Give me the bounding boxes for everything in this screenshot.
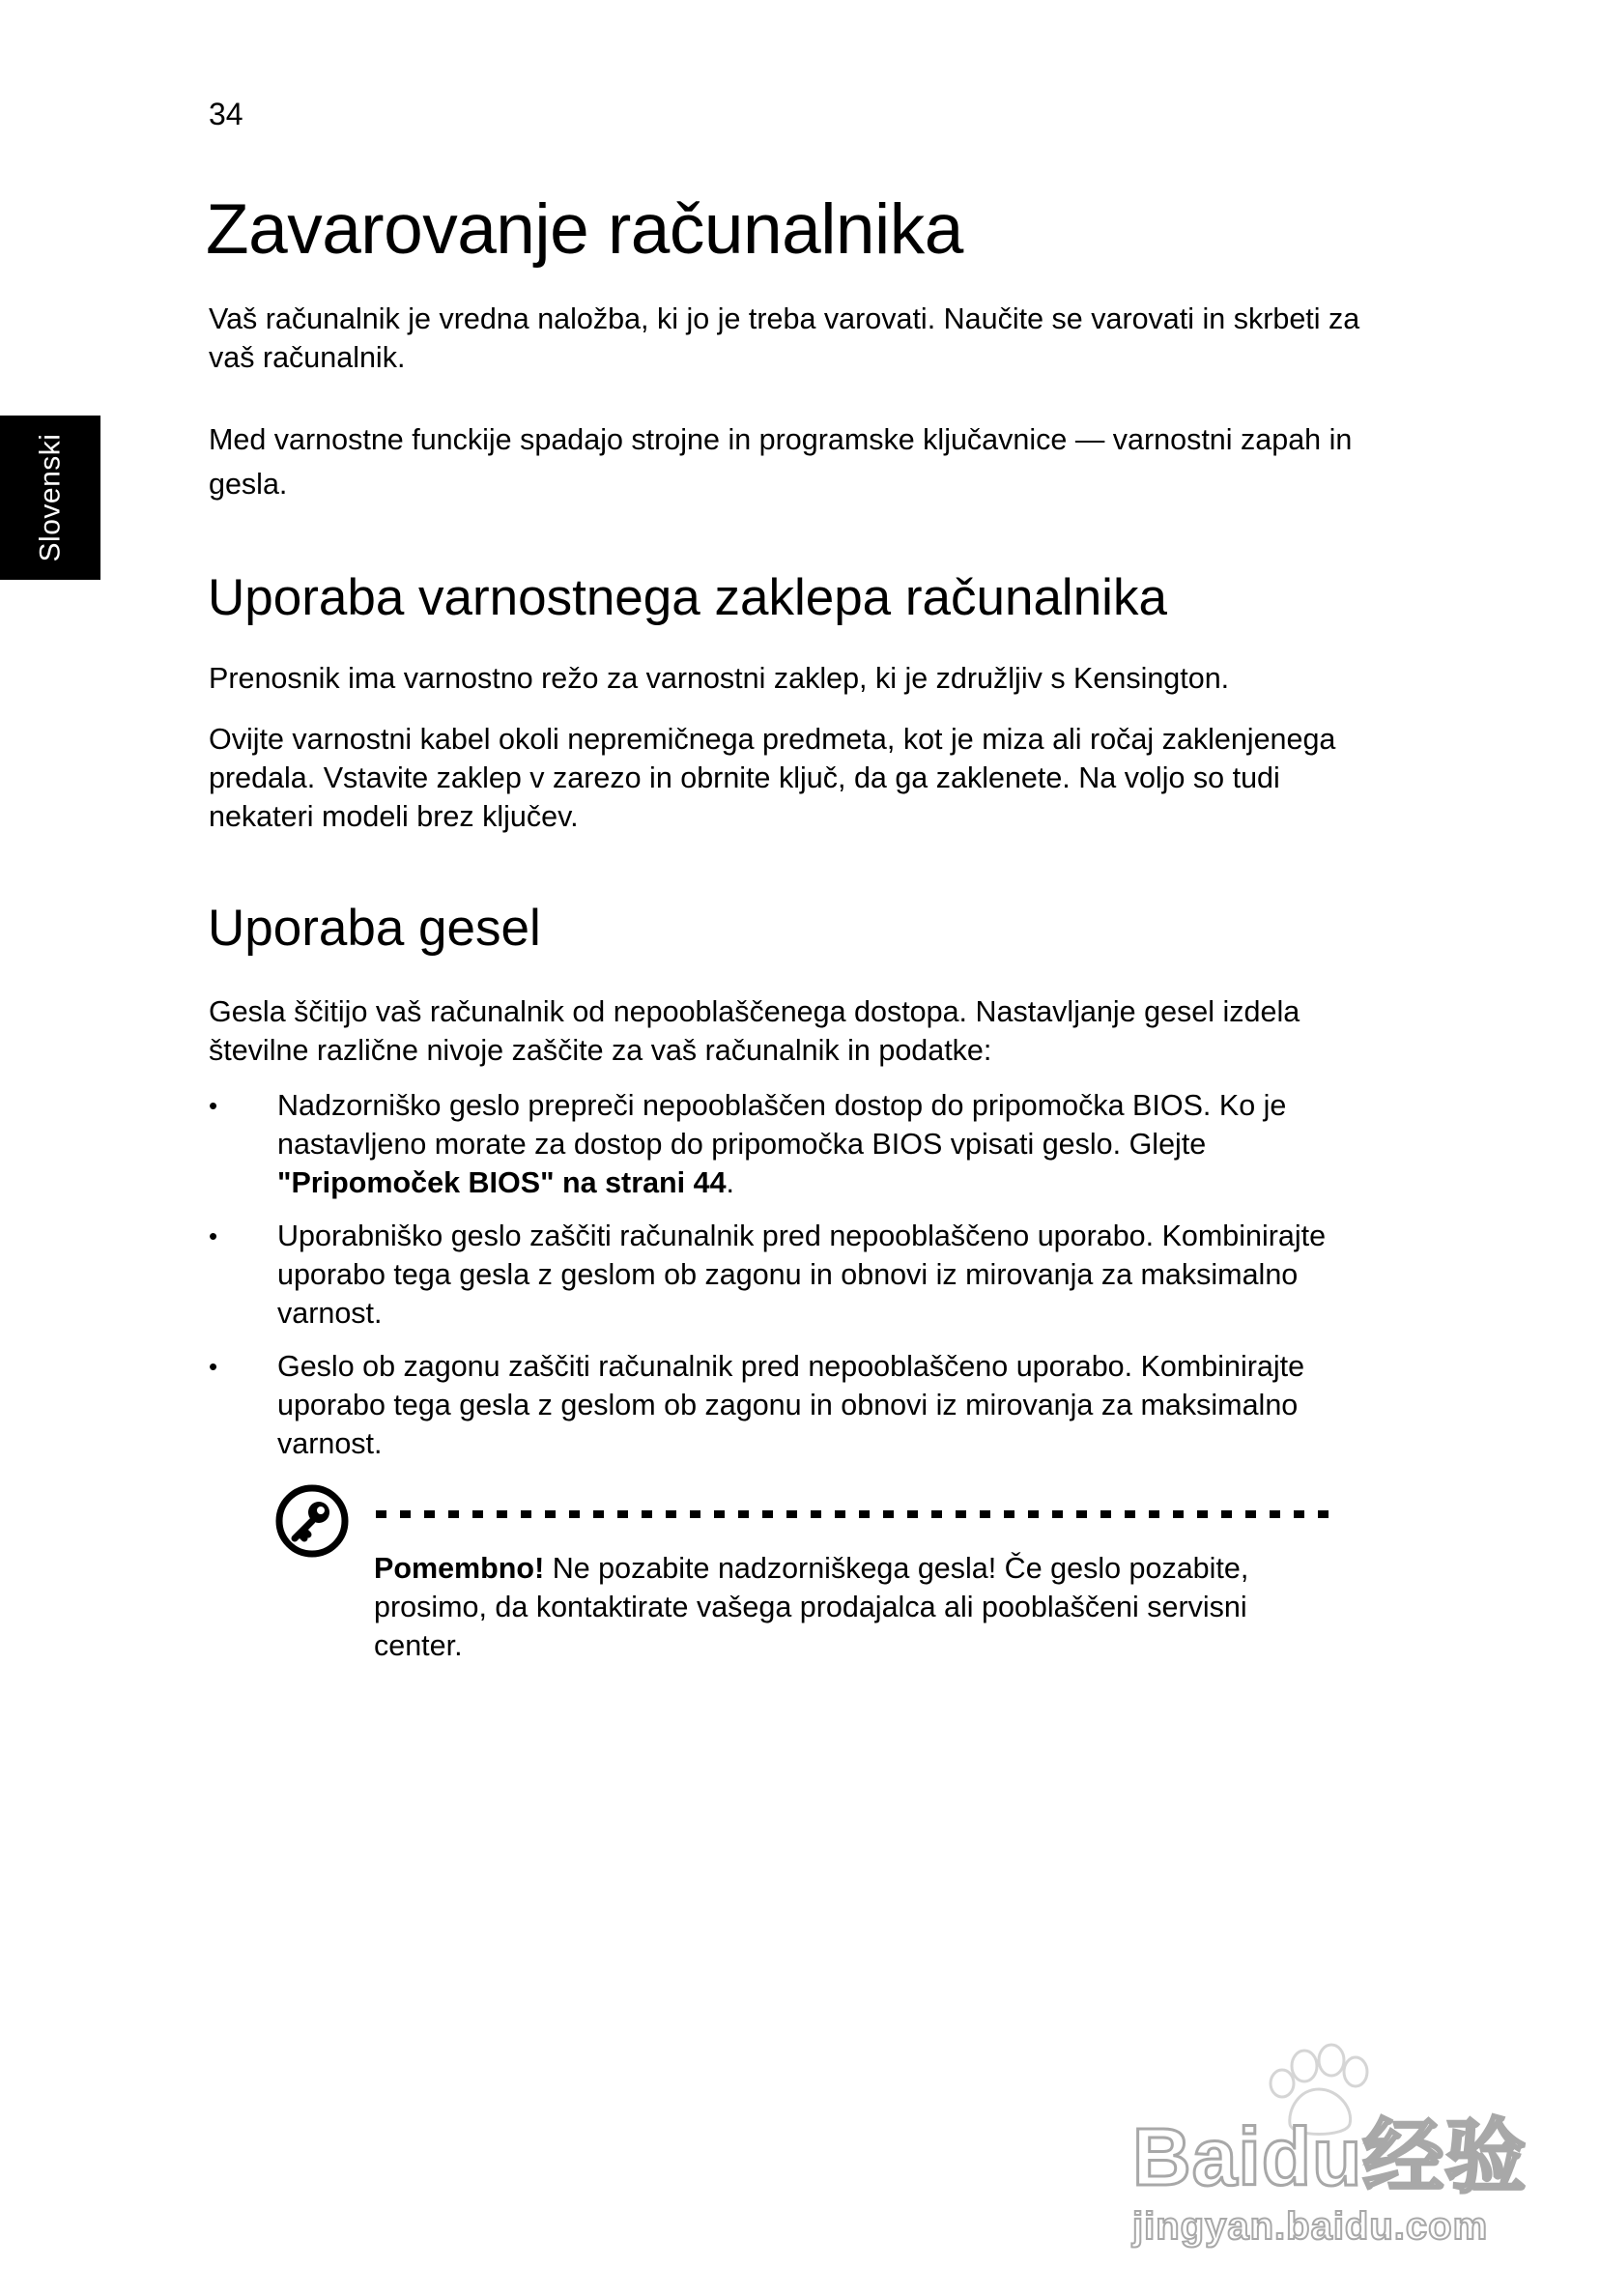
bullet-marker: • — [209, 1091, 218, 1120]
list-item — [209, 1086, 1368, 1202]
watermark-url: jingyan.baidu.com — [1132, 2205, 1489, 2248]
password-types-list — [209, 1086, 1368, 1478]
watermark-brand: Baidu经验 — [1132, 2111, 1528, 2202]
page-number: 34 — [209, 97, 243, 131]
passwords-intro: Gesla ščitijo vaš računalnik od nepooblaščenega dostopa. Nastavljanje gesel izdela številne različne nivoje zaščite za vaš računalnik in podatke: — [209, 995, 1300, 1067]
key-icon — [273, 1482, 351, 1560]
list-item-suffix: . — [726, 1166, 735, 1199]
note-divider — [376, 1510, 1342, 1518]
note-body: Ne pozabite nadzorniškega gesla! Če geslo pozabite, prosimo, da kontaktirate vašega prodajalca ali pooblaščeni servisni center. — [374, 1552, 1249, 1662]
list-item-text: Geslo ob zagonu zaščiti računalnik pred nepooblaščeno uporabo. Kombinirajte uporabo tega gesla z geslom ob zagonu in obnovi iz mirovanja za maksimalno varnost. — [277, 1350, 1305, 1460]
important-note — [374, 1549, 1340, 1665]
list-item — [209, 1347, 1368, 1463]
bullet-marker: • — [209, 1352, 218, 1381]
section-heading-lock: Uporaba varnostnega zaklepa računalnika — [208, 569, 1167, 626]
lock-paragraph-2: Ovijte varnostni kabel okoli nepremičnega predmeta, kot je miza ali ročaj zaklenjenega predala. Vstavite zaklep v zarezo in obrnite ključ, da ga zaklenete. Na voljo so tudi nekateri modeli brez ključev. — [209, 723, 1336, 833]
intro-paragraph-2: Med varnostne funckije spadajo strojne in programske ključavnice — varnostni zapah in gesla. — [209, 423, 1353, 501]
note-label: Pomembno! — [374, 1552, 545, 1585]
intro-paragraph-1: Vaš računalnik je vredna naložba, ki jo je treba varovati. Naučite se varovati in skrbeti za vaš računalnik. — [209, 302, 1360, 374]
section-heading-passwords: Uporaba gesel — [208, 900, 541, 957]
page-title: Zavarovanje računalnika — [206, 190, 963, 269]
bullet-marker: • — [209, 1221, 218, 1250]
language-label: Slovenski — [34, 433, 66, 562]
list-item-text: Uporabniško geslo zaščiti računalnik pred nepooblaščeno uporabo. Kombinirajte uporabo tega gesla z geslom ob zagonu in obnovi iz mirovanja za maksimalno varnost. — [277, 1220, 1327, 1330]
language-side-tab — [0, 416, 100, 580]
bios-cross-reference[interactable]: "Pripomoček BIOS" na strani 44 — [277, 1166, 727, 1199]
lock-paragraph-1: Prenosnik ima varnostno režo za varnostni zaklep, ki je združljiv s Kensington. — [209, 662, 1230, 695]
list-item-text: Nadzorniško geslo prepreči nepooblaščen dostop do pripomočka BIOS. Ko je nastavljeno morate za dostop do pripomočka BIOS vpisati geslo. Glejte — [277, 1089, 1287, 1161]
list-item — [209, 1217, 1368, 1333]
